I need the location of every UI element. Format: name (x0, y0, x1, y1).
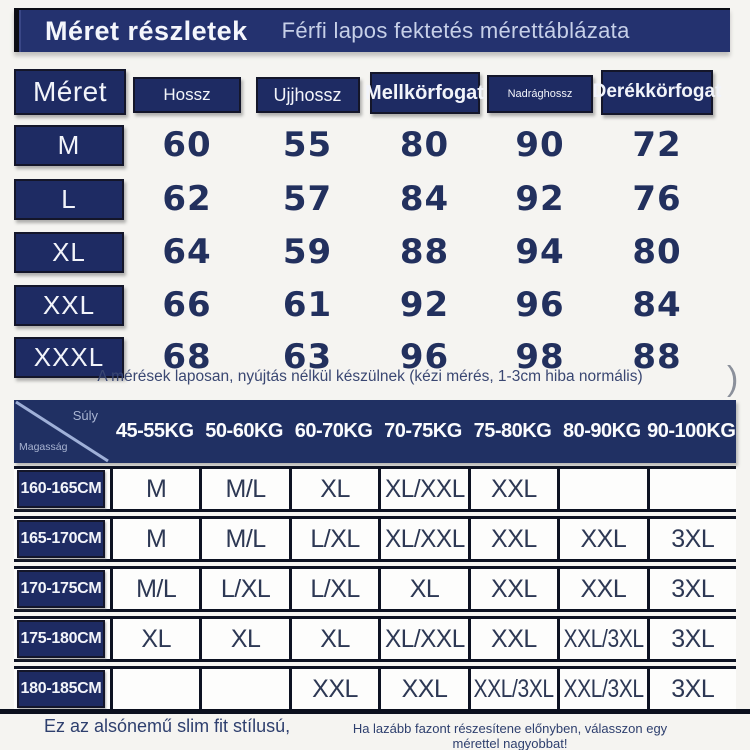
fit-cell: XXL (557, 519, 646, 559)
fit-cell: M/L (199, 519, 288, 559)
fit-cell: M/L (199, 469, 288, 509)
corner-cell (14, 400, 110, 463)
size-value: 84 (632, 285, 682, 325)
size-value: 88 (399, 232, 450, 272)
size-row-xl (14, 231, 730, 273)
fit-cell: XXL (289, 669, 378, 709)
weight-header: 50-60KG (205, 420, 283, 442)
size-value: 60 (162, 125, 212, 165)
footer-note-right: Ha lazább fazont részesítene előnyben, válasszon egy mérettel nagyobbat! (352, 721, 668, 750)
size-value: 94 (515, 232, 565, 272)
fit-cell (647, 469, 736, 509)
fit-cell: XXL (557, 569, 646, 609)
size-value: 66 (162, 285, 212, 325)
size-value: 64 (162, 232, 212, 272)
size-row-m (14, 124, 730, 166)
size-row-l (14, 178, 730, 220)
size-value: 68 (162, 337, 212, 377)
fit-row-170 (14, 566, 736, 612)
footer-note-left: Ez az alsónemű slim fit stílusú, (44, 716, 291, 736)
fit-cell: L/XL (289, 569, 378, 609)
fit-cell: XL (289, 469, 378, 509)
weight-header: 80-90KG (563, 420, 641, 442)
bottom-divider (0, 709, 750, 714)
column-header-size: Méret (14, 69, 126, 115)
column-header-waist: Derékkörfogat (601, 70, 713, 115)
fit-cell: XXL/3XL (557, 669, 646, 709)
fit-cell: L/XL (199, 569, 288, 609)
size-value: 57 (282, 179, 333, 219)
column-header-length: Hossz (133, 77, 241, 113)
height-label: 175-180CM (17, 620, 105, 658)
height-label: 180-185CM (17, 670, 105, 708)
fit-cell: M/L (110, 569, 199, 609)
fit-cell: M (110, 469, 199, 509)
fit-cell: 3XL (647, 569, 736, 609)
fit-cell: XL (378, 569, 467, 609)
fit-cell: 3XL (647, 519, 736, 559)
size-label: XXXL (14, 337, 124, 378)
fit-cell: XL (199, 619, 288, 659)
fit-cell: XXL (378, 669, 467, 709)
fit-row-175 (14, 616, 736, 662)
weight-header: 45-55KG (115, 420, 194, 442)
fit-cell: XL/XXL (378, 469, 467, 509)
fit-cell: XL/XXL (378, 519, 467, 559)
fit-cell: L/XL (289, 519, 378, 559)
fit-row-165 (14, 516, 736, 562)
fit-cell: XXL (468, 569, 557, 609)
measurement-note: A mérések laposan, nyújtás nélkül készülnek (kézi mérés, 1-3cm hiba normális) (97, 368, 643, 385)
size-value: 80 (632, 232, 682, 272)
size-value: 88 (632, 337, 682, 377)
fit-cell: 3XL (647, 669, 736, 709)
size-label: XXL (14, 285, 124, 326)
page-subtitle: Férfi lapos fektetés mérettáblázata (281, 18, 630, 43)
fit-cell: XL (110, 619, 199, 659)
fit-cell: XL/XXL (378, 619, 467, 659)
size-value: 61 (282, 285, 333, 325)
fit-cell: XXL (468, 519, 557, 559)
fit-row-180 (14, 666, 736, 712)
overflow-paren: ) (727, 360, 739, 398)
corner-height-label: Magasság (19, 441, 68, 453)
weight-header: 75-80KG (473, 420, 552, 442)
size-value: 98 (515, 337, 565, 377)
size-value: 96 (515, 285, 565, 325)
size-value: 76 (632, 179, 682, 219)
height-label: 160-165CM (17, 470, 105, 508)
fit-cell: M (110, 519, 199, 559)
size-value: 90 (515, 125, 565, 165)
fit-cell: XXL (468, 469, 557, 509)
size-value: 96 (399, 337, 450, 377)
size-label: M (14, 125, 124, 166)
height-label: 170-175CM (17, 570, 105, 608)
fit-row-160 (14, 466, 736, 512)
weight-header: 90-100KG (647, 420, 736, 442)
fit-cell: XL (289, 619, 378, 659)
fit-cell: XXL/3XL (557, 619, 646, 659)
title-bar (14, 8, 730, 52)
fit-cell: XXL/3XL (468, 669, 557, 709)
height-label: 165-170CM (17, 520, 105, 558)
size-value: 55 (282, 125, 333, 165)
fit-cell (199, 669, 288, 709)
size-label: L (14, 179, 124, 220)
fit-cell (110, 669, 199, 709)
size-value: 63 (282, 337, 333, 377)
column-header-pants: Nadrághossz (487, 75, 593, 113)
page-title: Méret részletek (45, 15, 248, 46)
size-value: 59 (282, 232, 333, 272)
column-header-chest: Mellkörfogat (370, 72, 480, 114)
weight-header: 60-70KG (294, 420, 373, 442)
weight-header: 70-75KG (384, 420, 462, 442)
fit-cell: 3XL (647, 619, 736, 659)
column-header-sleeve: Ujjhossz (256, 77, 360, 113)
size-table-header (14, 66, 730, 118)
fit-cell (557, 469, 646, 509)
size-value: 62 (162, 179, 212, 219)
size-value: 92 (515, 179, 565, 219)
fit-cell: XXL (468, 619, 557, 659)
size-row-xxl (14, 284, 730, 326)
size-value: 72 (632, 125, 682, 165)
fit-table-header (14, 400, 736, 463)
size-value: 92 (399, 285, 450, 325)
size-value: 84 (399, 179, 450, 219)
size-value: 80 (399, 125, 450, 165)
corner-weight-label: Súly (72, 408, 98, 423)
size-label: XL (14, 232, 124, 273)
